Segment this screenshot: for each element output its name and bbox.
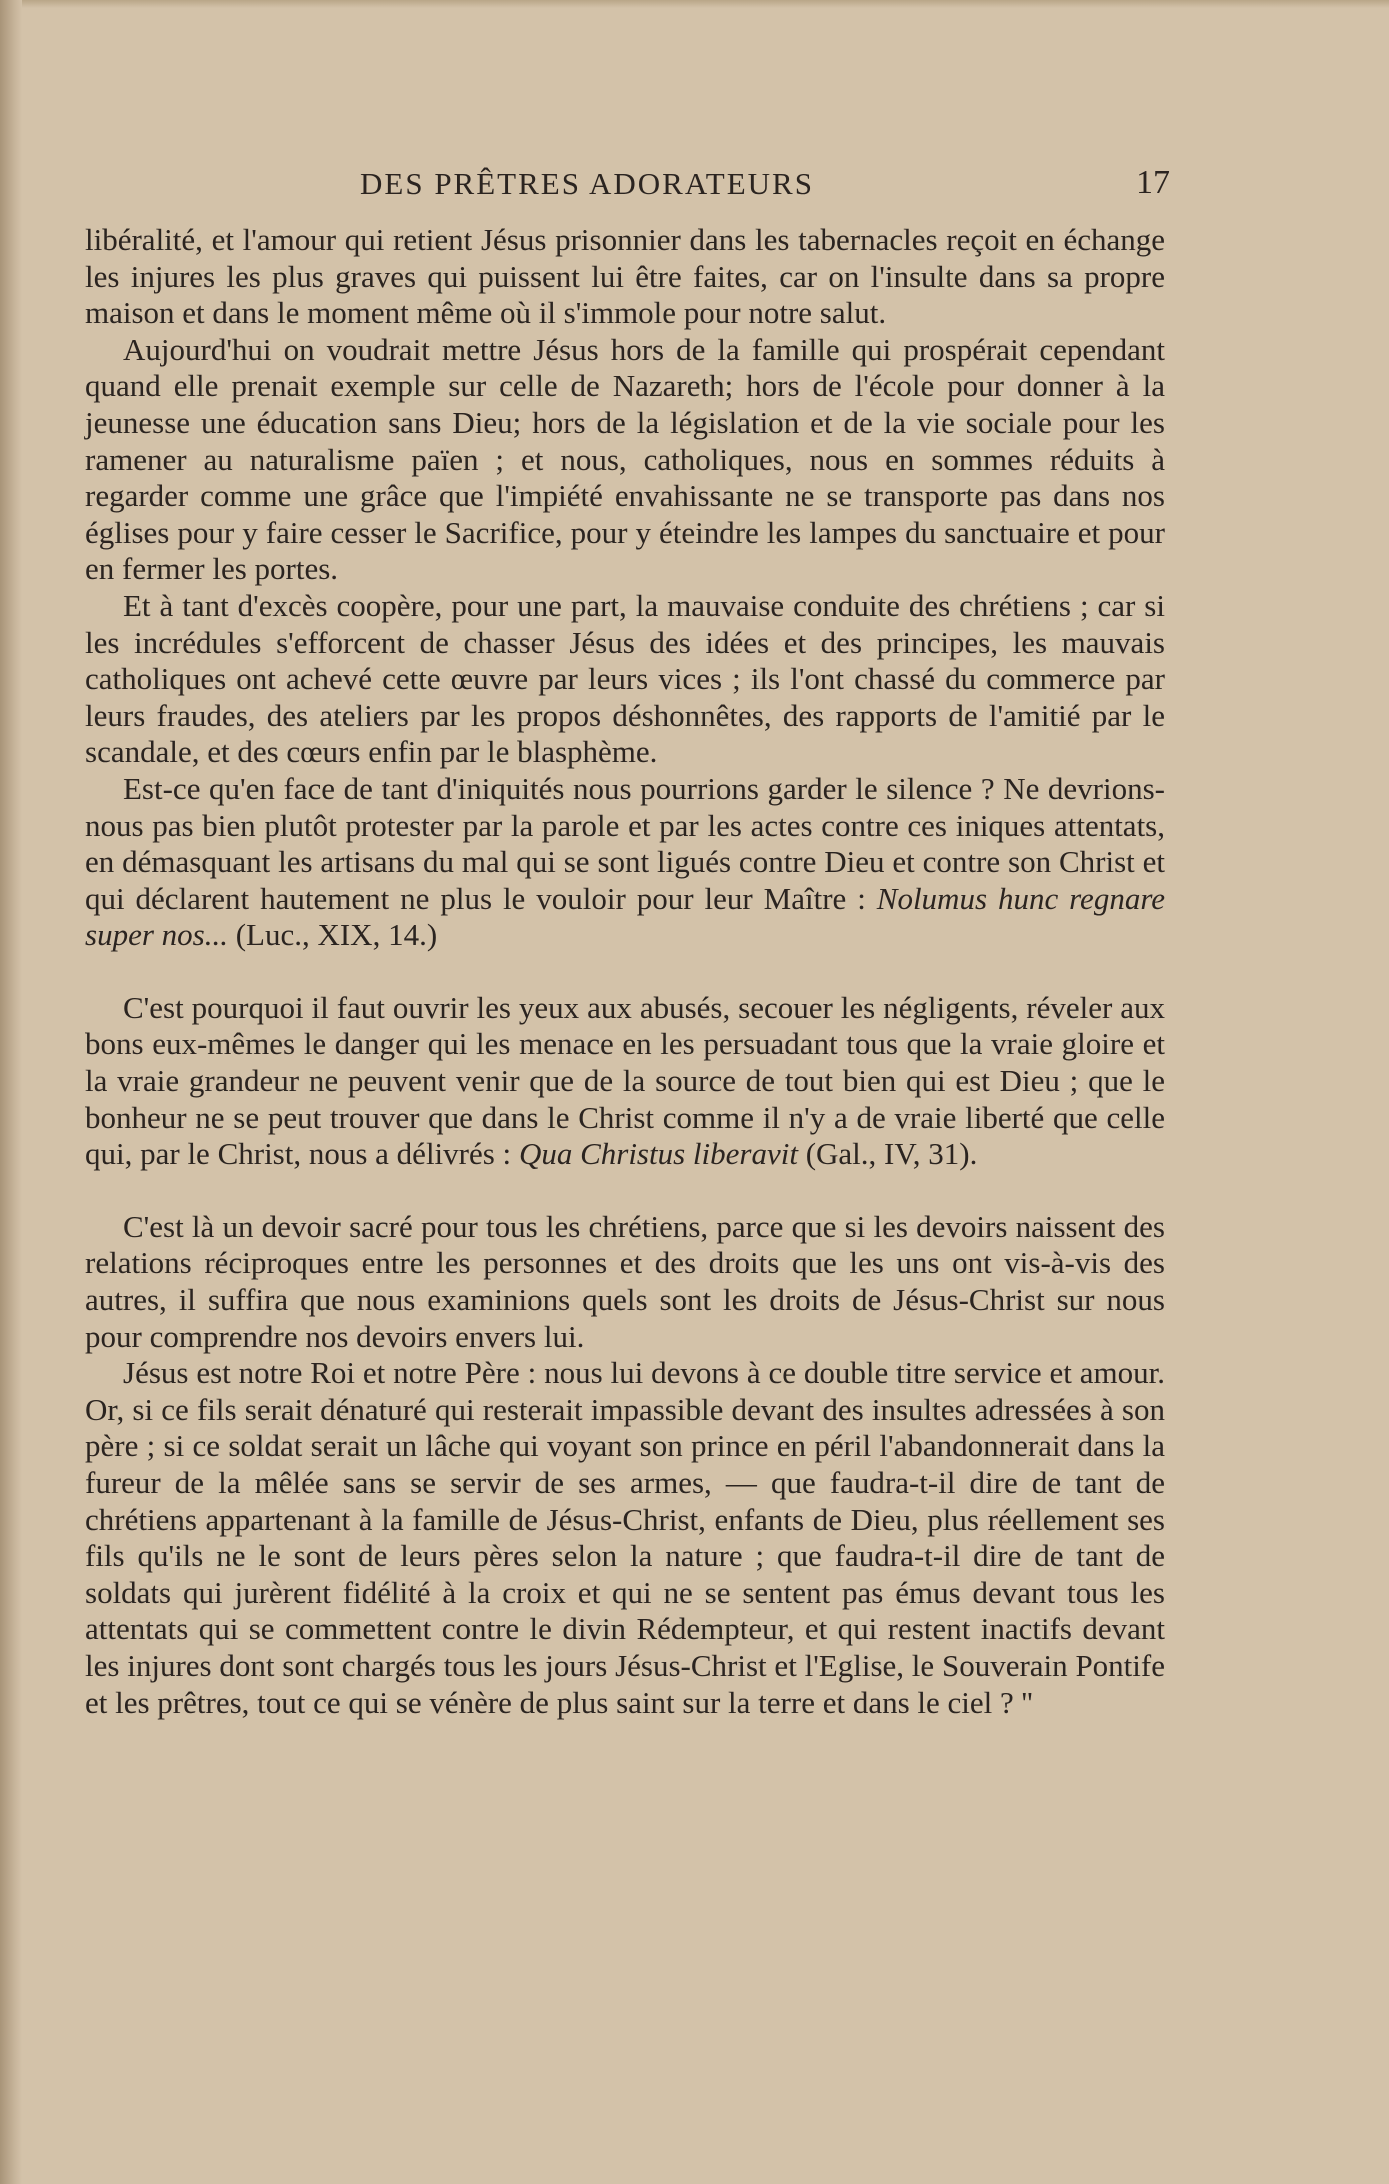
- running-head: DES PRÊTRES ADORATEURS: [360, 166, 814, 201]
- page-number: 17: [1136, 164, 1170, 201]
- page-header: [85, 160, 1170, 210]
- paragraph-gap: [85, 954, 1165, 990]
- paragraph-5-text: C'est pourquoi il faut ouvrir les yeux aux abusés, secouer les négligents, réveler aux bons eux-mêmes le danger qui les menace en les persuadant tous que la vraie gloire et la vraie grandeur ne peuvent venir que de la source de tout bien qui est Dieu ; que le bonheur ne se peut trouver que dans le Christ comme il n'y a de vraie liberté que celle qui, par le Christ, nous a délivrés :: [85, 989, 1165, 1172]
- paragraph-1: libéralité, et l'amour qui retient Jésus prisonnier dans les tabernacles reçoit en échange les injures les plus graves qui puissent lui être faites, car on l'insulte dans sa propre maison et dans le moment même où il s'immole pour notre salut.: [85, 222, 1165, 331]
- paragraph-2: Aujourd'hui on voudrait mettre Jésus hors de la famille qui prospérait cependant quand elle prenait exemple sur celle de Nazareth; hors de l'école pour donner à la jeunesse une éducation sans Dieu; hors de la législation et de la vie sociale pour les ramener au naturalisme païen ; et nous, catholiques, nous en sommes réduits à regarder comme une grâce que l'impiété envahissante ne se transporte pas dans nos églises pour y faire cesser le Sacrifice, pour y éteindre les lampes du sanctuaire et pour en fermer les portes.: [85, 331, 1165, 587]
- paragraph-7: Jésus est notre Roi et notre Père : nous lui devons à ce double titre service et amour. Or, si ce fils serait dénaturé qui resterait impassible devant des insultes adressées à son père ; si ce soldat serait un lâche qui voyant son prince en péril l'abandonnerait dans la fureur de la mêlée sans se servir de ses armes, — que faudra-t-il dire de tant de chrétiens appartenant à la famille de Jésus-Christ, enfants de Dieu, plus réellement ses fils qu'ils ne le sont de leurs pères selon la nature ; que faudra-t-il dire de tant de soldats qui jurèrent fidélité à la croix et qui ne se sentent pas émus devant tous les attentats qui se commettent contre le divin Rédempteur, et qui restent inactifs devant les injures dont sont chargés tous les jours Jésus-Christ et l'Eglise, le Souverain Pontife et les prêtres, tout ce qui se vénère de plus saint sur la terre et dans le ciel ? '': [85, 1355, 1165, 1720]
- paragraph-4-text: Est-ce qu'en face de tant d'iniquités nous pourrions garder le silence ? Ne devrions-nous pas bien plutôt protester par la parole et par les actes contre ces iniques attentats, en démasquant les artisans du mal qui se sont ligués contre Dieu et contre son Christ et qui déclarent hautement ne plus le vouloir pour leur Maître :: [85, 770, 1165, 916]
- body-text: [85, 222, 1165, 1721]
- paragraph-5-latin-quote: Qua Christus liberavit: [518, 1136, 798, 1172]
- book-spine-shadow: [0, 0, 22, 2184]
- paragraph-4-citation: (Luc., XIX, 14.): [227, 917, 438, 953]
- paragraph-5: [85, 990, 1165, 1173]
- paragraph-3: Et à tant d'excès coopère, pour une part, la mauvaise conduite des chrétiens ; car si les incrédules s'efforcent de chasser Jésus des idées et des principes, les mauvais catholiques ont achevé cette œuvre par leurs vices ; ils l'ont chassé du commerce par leurs fraudes, des ateliers par les propos déshonnêtes, des rapports de l'amitié par le scandale, et des cœurs enfin par le blasphème.: [85, 587, 1165, 770]
- paragraph-4: [85, 771, 1165, 954]
- page-top-edge: [0, 0, 1389, 8]
- paragraph-4-latin-quote: Nolumus hunc regnare super nos...: [85, 880, 1165, 953]
- paragraph-6: C'est là un devoir sacré pour tous les chrétiens, parce que si les devoirs naissent des relations réciproques entre les personnes et des droits que les uns ont vis-à-vis des autres, il suffira que nous examinions quels sont les droits de Jésus-Christ sur nous pour comprendre nos devoirs envers lui.: [85, 1208, 1165, 1354]
- paragraph-gap: [85, 1173, 1165, 1209]
- paragraph-5-citation: (Gal., IV, 31).: [797, 1136, 978, 1172]
